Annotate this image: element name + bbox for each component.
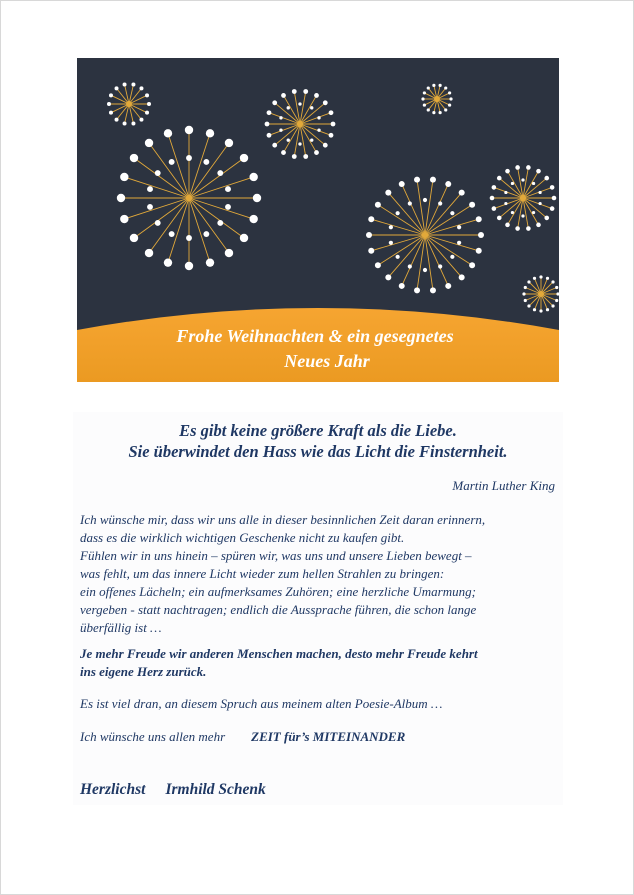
quote-line-1: Es gibt keine größere Kraft als die Liebe. xyxy=(179,421,457,440)
christmas-banner xyxy=(77,58,559,382)
poesie-line: Es ist viel dran, an diesem Spruch aus meinem alten Poesie-Album … xyxy=(80,696,443,711)
banner-greeting xyxy=(77,324,559,374)
quote-author: Martin Luther King xyxy=(452,478,555,493)
body-line: Ich wünsche mir, dass wir uns alle in dieser besinnlichen Zeit daran erinnern, xyxy=(80,512,486,527)
body-line: überfällig ist … xyxy=(80,620,162,635)
emphasis-paragraph xyxy=(80,645,558,681)
emphasis-line: ins eigene Herz zurück. xyxy=(80,664,207,679)
greeting-line-1: Frohe Weihnachten & ein gesegnetes xyxy=(176,326,454,346)
letter-content xyxy=(73,412,563,805)
wish-bold: ZEIT für’s MITEINANDER xyxy=(251,729,406,744)
quote-line-2: Sie überwindet den Hass wie das Licht die Finsternheit. xyxy=(128,442,508,461)
wish-line xyxy=(80,729,405,745)
body-line: vergeben - statt nachtragen; endlich die Aussprache führen, die schon lange xyxy=(80,602,477,617)
body-paragraph xyxy=(80,511,558,637)
signature-closing: Herzlichst xyxy=(80,781,146,798)
body-line: Fühlen wir in uns hinein – spüren wir, was uns und unsere Lieben bewegt – xyxy=(80,548,472,563)
wish-prefix: Ich wünsche uns allen mehr xyxy=(80,729,226,744)
body-line: ein offenes Lächeln; ein aufmerksames Zuhören; eine herzliche Umarmung; xyxy=(80,584,476,599)
emphasis-line: Je mehr Freude wir anderen Menschen machen, desto mehr Freude kehrt xyxy=(80,646,478,661)
greeting-line-2: Neues Jahr xyxy=(284,351,370,371)
firework-burst xyxy=(522,275,559,312)
body-line: dass es die wirklich wichtigen Geschenke nicht zu kaufen gibt. xyxy=(80,530,405,545)
signature-name: Irmhild Schenk xyxy=(165,781,266,798)
signature xyxy=(80,781,266,799)
quote-block xyxy=(73,420,563,462)
body-line: was fehlt, um das innere Licht wieder zum hellen Strahlen zu bringen: xyxy=(80,566,445,581)
